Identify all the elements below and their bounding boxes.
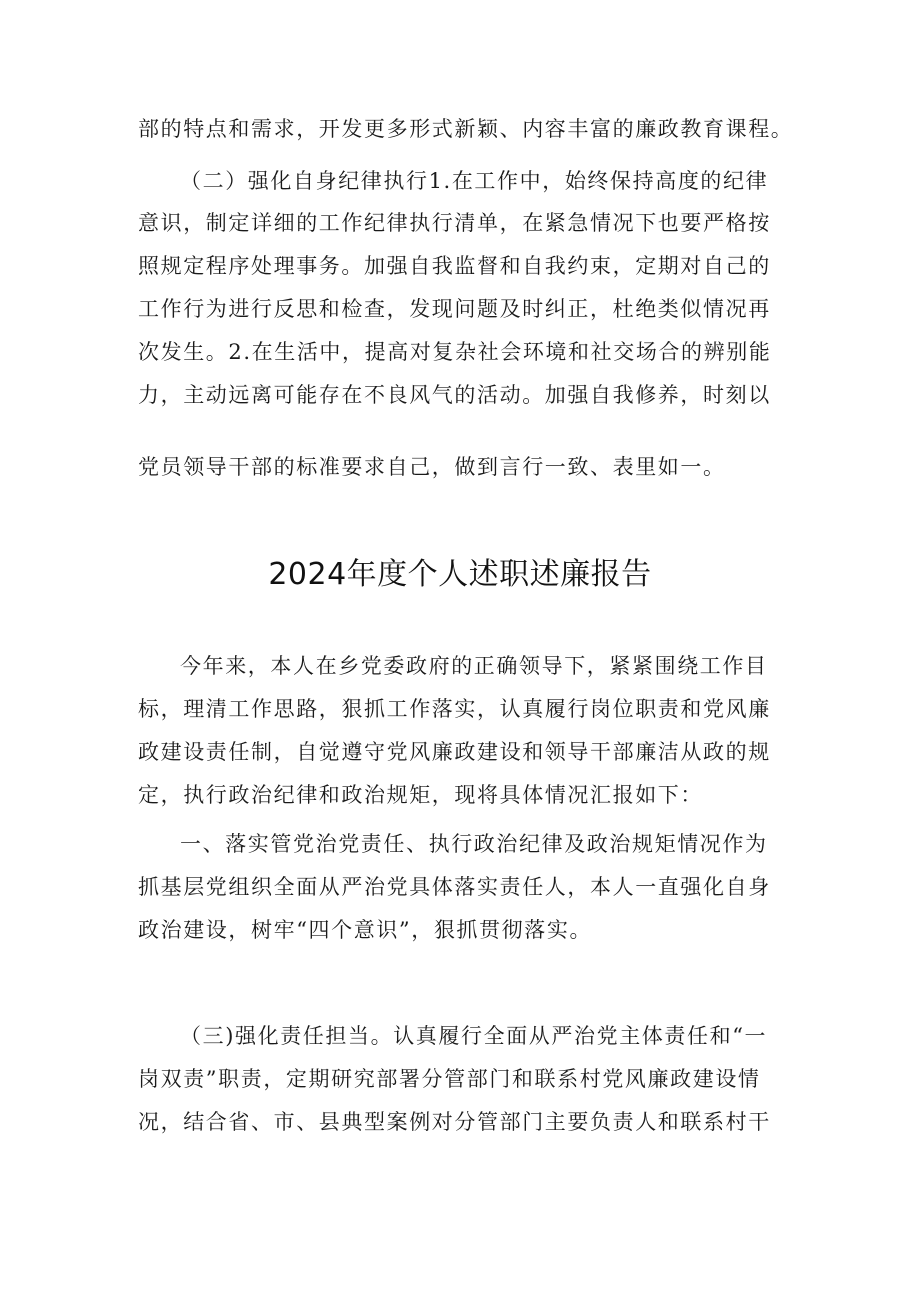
paragraph-line: 抓基层党组织全面从严治党具体落实责任人，本人一直强化自身 [138, 875, 771, 899]
paragraph-line: 定，执行政治纪律和政治规矩，现将具体情况汇报如下： [138, 783, 703, 807]
paragraph-line: 力，主动远离可能存在不良风气的活动。加强自我修养，时刻以 [138, 383, 771, 407]
paragraph-line: 岗双责”职责，定期研究部署分管部门和联系村党风廉政建设情 [138, 1067, 761, 1091]
paragraph-line: 党员领导干部的标准要求自己，做到言行一致、表里如一。 [138, 455, 726, 479]
paragraph-line: 部的特点和需求，开发更多形式新颖、内容丰富的廉政教育课程。 [138, 117, 794, 141]
paragraph-line: 工作行为进行反思和检查，发现问题及时纠正，杜绝类似情况再 [138, 297, 771, 321]
paragraph-line: 标，理清工作思路，狠抓工作落实，认真履行岗位职责和党风廉 [138, 697, 771, 721]
paragraph-line: 一、落实管党治党责任、执行政治纪律及政治规矩情况作为 [180, 832, 768, 856]
paragraph-line: 今年来，本人在乡党委政府的正确领导下，紧紧围绕工作目 [180, 654, 768, 678]
paragraph-line: 况，结合省、市、县典型案例对分管部门主要负责人和联系村干 [138, 1110, 771, 1134]
paragraph-line: 意识，制定详细的工作纪律执行清单，在紧急情况下也要严格按 [138, 211, 771, 235]
paragraph-line: 照规定程序处理事务。加强自我监督和自我约束，定期对自己的 [138, 254, 771, 278]
paragraph-line: 政建设责任制，自觉遵守党风廉政建设和领导干部廉洁从政的规 [138, 740, 771, 764]
paragraph-line: （三)强化责任担当。认真履行全面从严治党主体责任和“一 [180, 1024, 768, 1048]
page-title: 2024年度个人述职述廉报告 [268, 557, 652, 592]
paragraph-line: 政治建设，树牢“四个意识”，狠抓贯彻落实。 [138, 918, 593, 942]
paragraph-line: 次发生。2.在生活中，提高对复杂社会环境和社交场合的辨别能 [138, 340, 772, 364]
paragraph-line: （二）强化自身纪律执行1.在工作中，始终保持高度的纪律 [180, 169, 769, 193]
